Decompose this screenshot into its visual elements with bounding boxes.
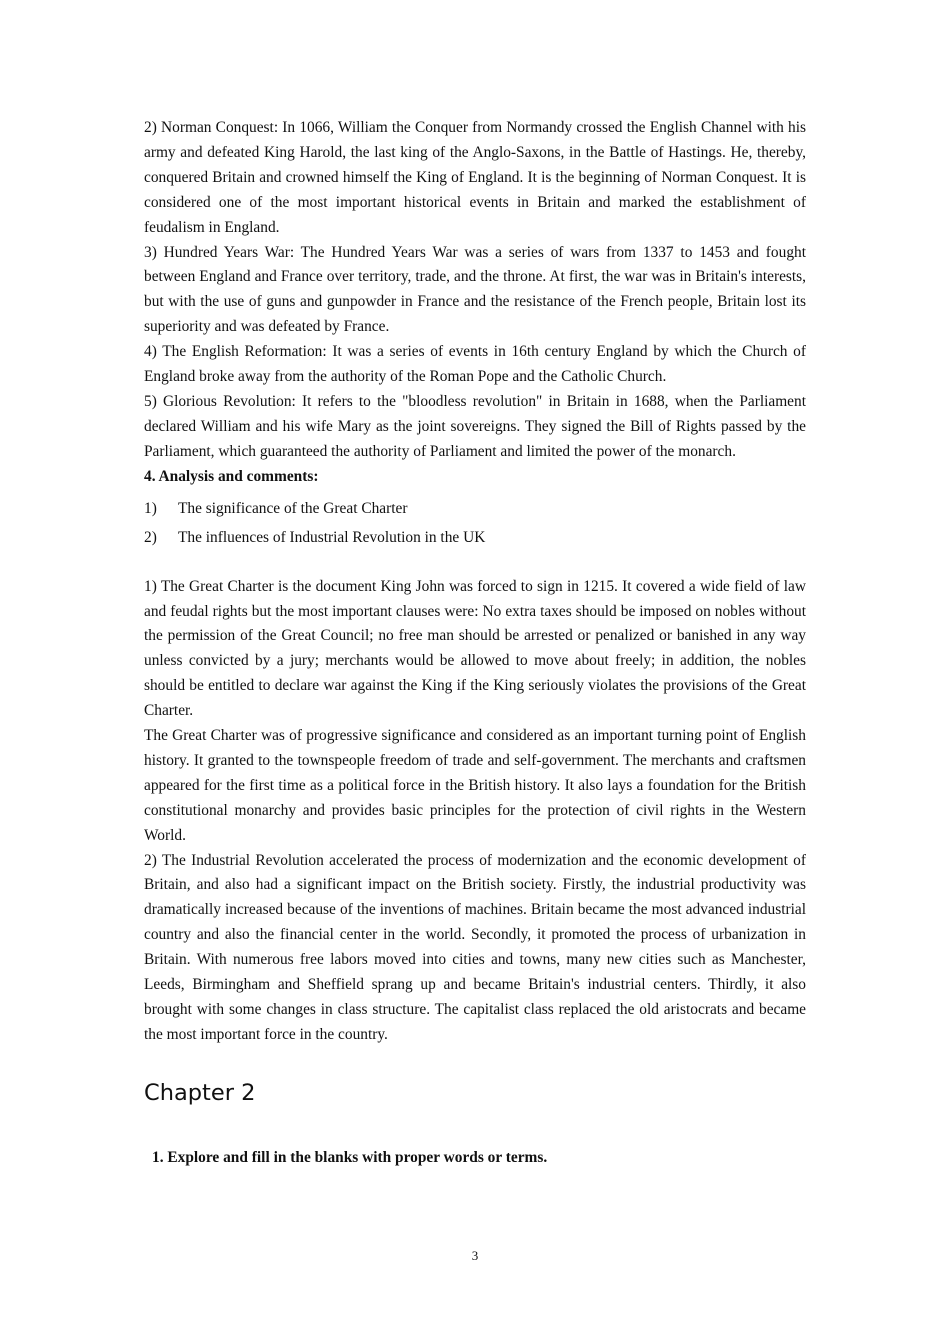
list-item [144,523,806,552]
paragraph-norman-conquest: 2) Norman Conquest: In 1066, William the Conquer from Normandy crossed the English Channel with his army and defeated King Harold, the last king of the Anglo-Saxons, in the Battle of Hastings. He, thereby, conquered Britain and crowned himself the King of England. It is the beginning of Norman Conquest. It is considered one of the most important historical events in Britain and marked the establishment of feudalism in England. [144,119,806,236]
page-number: 3 [471,1248,479,1263]
paragraph-english-reformation: 4) The English Reformation: It was a series of events in 16th century England by which the Church of England broke away from the authority of the Roman Pope and the Catholic Church. [144,343,806,386]
analysis-list [144,494,806,552]
paragraph-glorious-revolution: 5) Glorious Revolution: It refers to the "bloodless revolution" in Britain in 1688, when the Parliament declared William and his wife Mary as the joint sovereigns. They signed the Bill of Rights passed by the Parliament, which guaranteed the authority of Parliament and limited the power of the monarch. [144,392,806,460]
document-body [144,116,806,1170]
list-item-text: The influences of Industrial Revolution in the UK [178,528,486,546]
paragraph-industrial-revolution-answer: 2) The Industrial Revolution accelerated the process of modernization and the economic development of Britain, and also had a significant impact on the British society. Firstly, the industrial productivity was dramatically increased because of the inventions of machines. Britain became the most advanced industrial country and also the financial center in the world. Secondly, it promoted the process of urbanization in Britain. With numerous free labors moved into cities and towns, many new cities such as Manchester, Leeds, Birmingham and Sheffield sprang up and became Britain's industrial centers. Thirdly, it also brought with some changes in class structure. The capitalist class replaced the old aristocrats and became the most important force in the country. [144,851,806,1043]
exercise-heading: 1. Explore and fill in the blanks with proper words or terms. [152,1148,548,1166]
list-item [144,494,806,523]
spacer [144,552,806,575]
paragraph-great-charter-significance: The Great Charter was of progressive significance and considered as an important turning point of English history. It granted to the townspeople freedom of trade and self-government. The merchants and craftsmen appeared for the first time as a political force in the British history. It also lays a foundation for the British constitutional monarchy and provides basic principles for the protection of civil rights in the Western World. [144,727,806,844]
list-item-number: 1) [144,499,157,517]
paragraph-hundred-years-war: 3) Hundred Years War: The Hundred Years War was a series of wars from 1337 to 1453 and fought between England and France over territory, trade, and the throne. At first, the war was in Britain's interests, but with the use of guns and gunpowder in France and the resistance of the French people, Britain lost its superiority and was defeated by France. [144,243,806,336]
list-item-number: 2) [144,528,157,546]
paragraph-great-charter-answer: 1) The Great Charter is the document King John was forced to sign in 1215. It covered a wide field of law and feudal rights but the most important clauses were: No extra taxes should be imposed on nobles without the permission of the Great Council; no free man should be arrested or penalized or banished in any way unless convicted by a jury; merchants would be allowed to move about freely; in addition, the nobles should be entitled to declare war against the King if the King seriously violates the provisions of the Great Charter. [144,577,806,720]
analysis-heading: 4. Analysis and comments: [144,467,319,485]
list-item-text: The significance of the Great Charter [178,499,408,517]
chapter-title: Chapter 2 [144,1079,256,1106]
